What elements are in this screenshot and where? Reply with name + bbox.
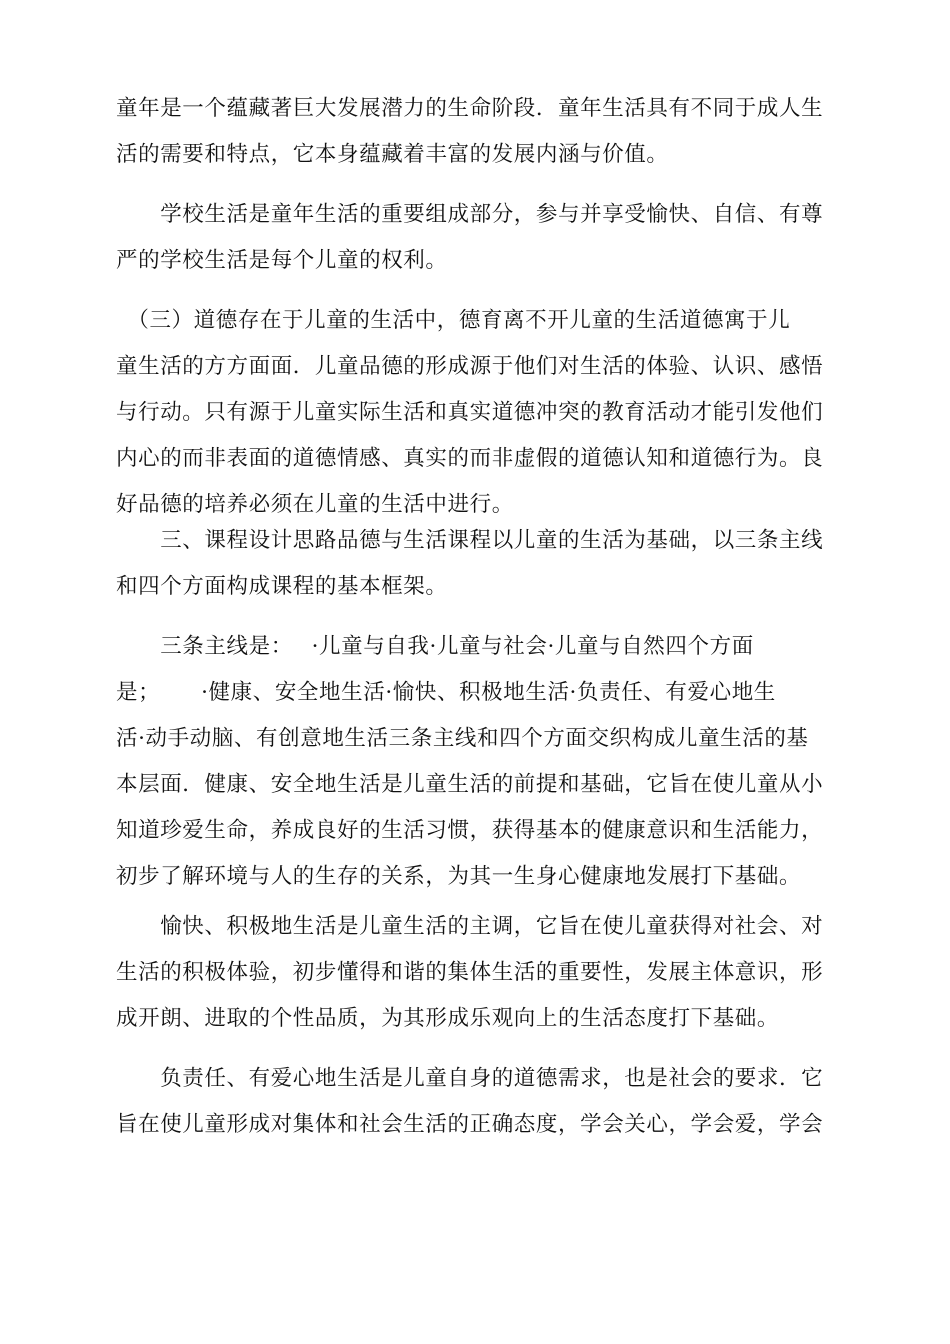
paragraph-school-life	[116, 192, 836, 284]
paragraph-morality	[116, 298, 836, 528]
text-line: 三条主线是： ·儿童与自我·儿童与社会·儿童与自然四个方面	[116, 634, 754, 659]
paragraph-responsible-life	[116, 1056, 836, 1148]
text-line: 本层面．健康、安全地生活是儿童生活的前提和基础，它旨在使儿童从小	[116, 772, 824, 797]
text-line: 知道珍爱生命，养成良好的生活习惯，获得基本的健康意识和生活能力，	[116, 818, 824, 843]
text-line: 三、课程设计思路品德与生活课程以儿童的生活为基础，以三条主线	[116, 528, 824, 553]
text-line: 童生活的方方面面．儿童品德的形成源于他们对生活的体验、认识、感悟	[116, 354, 824, 379]
paragraph-main-lines	[116, 624, 836, 900]
text-line: 好品德的培养必须在儿童的生活中进行。	[116, 492, 514, 517]
text-line: 成开朗、进取的个性品质，为其形成乐观向上的生活态度打下基础。	[116, 1006, 780, 1031]
text-line: 和四个方面构成课程的基本框架。	[116, 574, 448, 599]
text-line: 生活的积极体验，初步懂得和谐的集体生活的重要性，发展主体意识，形	[116, 960, 824, 985]
text-line: 愉快、积极地生活是儿童生活的主调，它旨在使儿童获得对社会、对	[116, 914, 824, 939]
text-line: 学校生活是童年生活的重要组成部分，参与并享受愉快、自信、有尊	[116, 202, 824, 227]
text-line: 童年是一个蕴藏著巨大发展潜力的生命阶段．童年生活具有不同于成人生	[116, 96, 824, 121]
text-line: 初步了解环境与人的生存的关系，为其一生身心健康地发展打下基础。	[116, 864, 802, 889]
text-line: 旨在使儿童形成对集体和社会生活的正确态度，学会关心，学会爱，学会	[116, 1112, 824, 1137]
paragraph-course-design	[116, 518, 836, 610]
text-line: 活·动手动脑、有创意地生活三条主线和四个方面交织构成儿童生活的基	[116, 726, 809, 751]
text-line: （三）道德存在于儿童的生活中，德育离不开儿童的生活道德寓于儿	[116, 308, 791, 333]
text-line: 是； ·健康、安全地生活·愉快、积极地生活·负责任、有爱心地生	[116, 680, 776, 705]
text-line: 内心的而非表面的道德情感、真实的而非虚假的道德认知和道德行为。良	[116, 446, 824, 471]
text-line: 活的需要和特点，它本身蕴藏着丰富的发展内涵与价值。	[116, 142, 669, 167]
text-line: 与行动。只有源于儿童实际生活和真实道德冲突的教育活动才能引发他们	[116, 400, 824, 425]
paragraph-childhood	[116, 86, 836, 178]
text-line: 负责任、有爱心地生活是儿童自身的道德需求，也是社会的要求．它	[116, 1066, 824, 1091]
text-line: 严的学校生活是每个儿童的权利。	[116, 248, 448, 273]
paragraph-happy-life	[116, 904, 836, 1042]
